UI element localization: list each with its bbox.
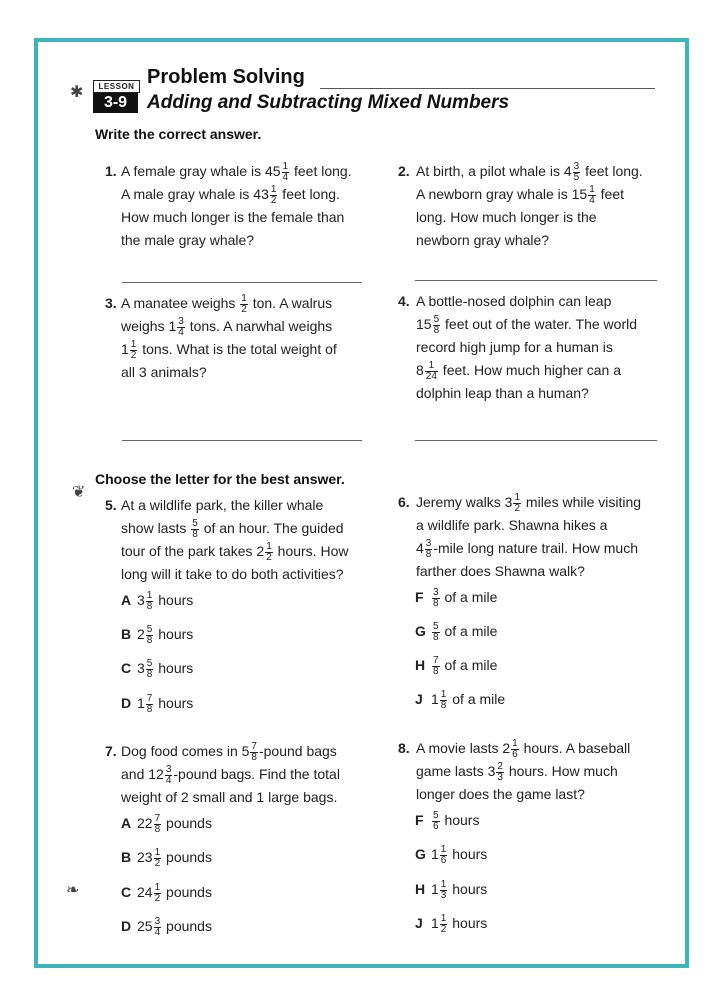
ink-mark-icon: ❦ (72, 482, 86, 501)
problem-6 (398, 491, 678, 583)
choice-unit: of a mile (444, 623, 498, 640)
choice-whole: 3 (137, 660, 145, 677)
choice-6j[interactable] (415, 690, 505, 711)
problem-line: A newborn gray whale is 15 $\frac{1}{4}$ feet (416, 183, 625, 206)
choice-whole: 1 (137, 695, 145, 712)
choice-8g[interactable] (415, 845, 487, 866)
answer-line[interactable] (122, 440, 362, 441)
problem-line: weight of 2 small and 1 large bags. (121, 789, 338, 805)
problem-line: newborn gray whale? (416, 232, 550, 248)
choice-denominator: 6 (433, 821, 439, 832)
choice-letter: C (121, 884, 132, 901)
choice-6g[interactable] (415, 622, 497, 643)
choice-letter: C (121, 660, 132, 677)
choice-denominator: 3 (440, 890, 447, 901)
lesson-number: 3-9 (93, 93, 138, 113)
problem-line: record high jump for a human is (416, 339, 613, 355)
choice-denominator: 8 (146, 669, 153, 680)
choice-numerator: 1 (440, 913, 447, 924)
ink-mark-icon: ❧ (66, 880, 80, 899)
page-subtitle: Adding and Subtracting Mixed Numbers (147, 92, 510, 113)
problem-line: 15 $\frac{5}{8}$ feet out of the water. The world (416, 313, 637, 336)
choice-numerator: 5 (146, 624, 153, 635)
choice-whole: 3 (137, 592, 145, 609)
problem-number: 6. (398, 494, 410, 510)
choice-numerator: 5 (433, 810, 439, 821)
choice-numerator: 1 (440, 689, 447, 700)
choice-unit: hours (452, 881, 488, 898)
problem-number: 8. (398, 740, 410, 756)
choice-unit: hours (452, 846, 488, 863)
choice-denominator: 4 (154, 927, 161, 938)
problem-line: 4 $\frac{3}{8}$ -mile long nature trail. How much (416, 537, 638, 560)
problem-line: A bottle-nosed dolphin can leap (416, 293, 612, 309)
choice-numerator: 3 (433, 587, 439, 598)
choice-unit: hours (452, 915, 488, 932)
choice-unit: of a mile (444, 589, 498, 606)
ink-mark-icon: ✱ (70, 82, 84, 101)
choice-numerator: 1 (440, 879, 447, 890)
choice-numerator: 1 (440, 844, 447, 855)
choice-whole: 1 (431, 691, 439, 708)
problem-line: the male gray whale? (121, 232, 255, 248)
problem-line: Dog food comes in 5 $\frac{7}{8}$ -pound bags (121, 740, 337, 763)
problem-line: A male gray whale is 43 $\frac{1}{2}$ feet long. (121, 183, 340, 206)
section1-instruction: Write the correct answer. (95, 126, 262, 142)
choice-letter: F (415, 812, 424, 829)
choice-letter: H (415, 881, 426, 898)
choice-denominator: 2 (154, 858, 161, 869)
choice-numerator: 5 (433, 621, 439, 632)
problem-number: 2. (398, 163, 410, 179)
problem-7 (105, 740, 380, 809)
problem-1 (105, 160, 375, 252)
page-title: Problem Solving (147, 66, 305, 88)
problem-line: weighs 1 $\frac{3}{4}$ tons. A narwhal weighs (121, 315, 333, 338)
choice-numerator: 7 (433, 655, 439, 666)
choice-letter: J (415, 915, 423, 932)
problem-line: 8 $\frac{1}{24}$ feet. How much higher can a (416, 359, 622, 382)
choice-7d[interactable] (121, 917, 212, 938)
problem-8 (398, 737, 678, 806)
problem-line: farther does Shawna walk? (416, 563, 585, 579)
problem-line: A manatee weighs $\frac{1}{2}$ ton. A walrus (121, 292, 333, 315)
problem-number: 1. (105, 163, 117, 179)
problem-line: dolphin leap than a human? (416, 385, 589, 401)
choice-unit: pounds (166, 849, 212, 866)
problem-line: At birth, a pilot whale is 4 $\frac{3}{5}$ feet long. (416, 160, 643, 183)
problem-line: tour of the park takes 2 $\frac{1}{2}$ hours. How (121, 540, 349, 563)
choice-denominator: 8 (154, 824, 161, 835)
choice-denominator: 8 (146, 635, 153, 646)
problem-line: At a wildlife park, the killer whale (121, 497, 324, 513)
choice-5b[interactable] (121, 625, 193, 646)
choice-letter: B (121, 849, 132, 866)
choice-letter: A (121, 592, 132, 609)
choice-whole: 23 (137, 849, 153, 866)
problem-line: long. How much longer is the (416, 209, 597, 225)
lesson-label: LESSON (93, 80, 140, 93)
choice-letter: G (415, 846, 426, 863)
choice-unit: of a mile (452, 691, 506, 708)
choice-whole: 25 (137, 918, 153, 935)
problem-line: A female gray whale is 45 $\frac{1}{4}$ feet long. (121, 160, 352, 183)
choice-letter: H (415, 657, 426, 674)
choice-numerator: 1 (154, 882, 161, 893)
choice-8h[interactable] (415, 880, 487, 901)
problem-line: a wildlife park. Shawna hikes a (416, 517, 608, 533)
problem-line: 1 $\frac{1}{2}$ tons. What is the total weight of (121, 338, 337, 361)
problem-2 (398, 160, 678, 252)
problem-number: 4. (398, 293, 410, 309)
choice-denominator: 8 (433, 666, 439, 677)
choice-letter: B (121, 626, 132, 643)
problem-line: show lasts $\frac{5}{8}$ of an hour. The guided (121, 517, 344, 540)
choice-letter: J (415, 691, 423, 708)
choice-5d[interactable] (121, 694, 193, 715)
answer-line[interactable] (122, 282, 362, 283)
problem-line: all 3 animals? (121, 364, 207, 380)
choice-unit: hours (158, 626, 194, 643)
problem-number: 3. (105, 295, 117, 311)
problem-line: and 12 $\frac{3}{4}$ -pound bags. Find the total (121, 763, 340, 786)
choice-numerator: 7 (146, 693, 153, 704)
choice-whole: 1 (431, 915, 439, 932)
choice-unit: pounds (166, 815, 212, 832)
problem-4 (398, 290, 678, 405)
choice-unit: hours (158, 660, 194, 677)
choice-denominator: 8 (146, 704, 153, 715)
answer-line[interactable] (415, 440, 657, 441)
answer-line[interactable] (415, 280, 657, 281)
problem-line: long will it take to do both activities? (121, 566, 344, 582)
choice-whole: 24 (137, 884, 153, 901)
problem-line: How much longer is the female than (121, 209, 345, 225)
choice-whole: 2 (137, 626, 145, 643)
section2-instruction: Choose the letter for the best answer. (95, 471, 345, 487)
choice-numerator: 5 (146, 658, 153, 669)
choice-denominator: 8 (433, 632, 439, 643)
choice-7b[interactable] (121, 848, 212, 869)
problem-line: game lasts 3 $\frac{2}{3}$ hours. How much (416, 760, 618, 783)
problem-3 (105, 292, 375, 384)
choice-denominator: 2 (154, 893, 161, 904)
choice-denominator: 2 (440, 924, 447, 935)
problem-number: 5. (105, 497, 117, 513)
choice-denominator: 6 (440, 855, 447, 866)
choice-denominator: 8 (433, 598, 439, 609)
choice-numerator: 7 (154, 813, 161, 824)
choice-whole: 1 (431, 881, 439, 898)
choice-numerator: 1 (146, 590, 153, 601)
problem-line: longer does the game last? (416, 786, 585, 802)
choice-6h[interactable] (415, 656, 497, 677)
choice-unit: pounds (166, 918, 212, 935)
choice-letter: F (415, 589, 424, 606)
choice-letter: A (121, 815, 132, 832)
choice-whole: 22 (137, 815, 153, 832)
problem-5 (105, 494, 380, 586)
choice-letter: G (415, 623, 426, 640)
choice-unit: hours (158, 695, 194, 712)
choice-denominator: 8 (146, 601, 153, 612)
choice-unit: hours (444, 812, 480, 829)
choice-letter: D (121, 918, 132, 935)
choice-numerator: 3 (154, 916, 161, 927)
choice-8f[interactable] (415, 811, 479, 832)
choice-whole: 1 (431, 846, 439, 863)
choice-numerator: 1 (154, 847, 161, 858)
choice-6f[interactable] (415, 588, 497, 609)
choice-unit: pounds (166, 884, 212, 901)
problem-line: Jeremy walks 3 $\frac{1}{2}$ miles while visiting (416, 491, 642, 514)
choice-unit: of a mile (444, 657, 498, 674)
choice-5c[interactable] (121, 659, 193, 680)
choice-7c[interactable] (121, 883, 212, 904)
problem-number: 7. (105, 743, 117, 759)
choice-7a[interactable] (121, 814, 212, 835)
choice-8j[interactable] (415, 914, 487, 935)
header-rule (320, 88, 655, 89)
choice-denominator: 8 (440, 700, 447, 711)
choice-5a[interactable] (121, 591, 193, 612)
choice-unit: hours (158, 592, 194, 609)
problem-line: A movie lasts 2 $\frac{1}{6}$ hours. A baseball (416, 737, 631, 760)
choice-letter: D (121, 695, 132, 712)
